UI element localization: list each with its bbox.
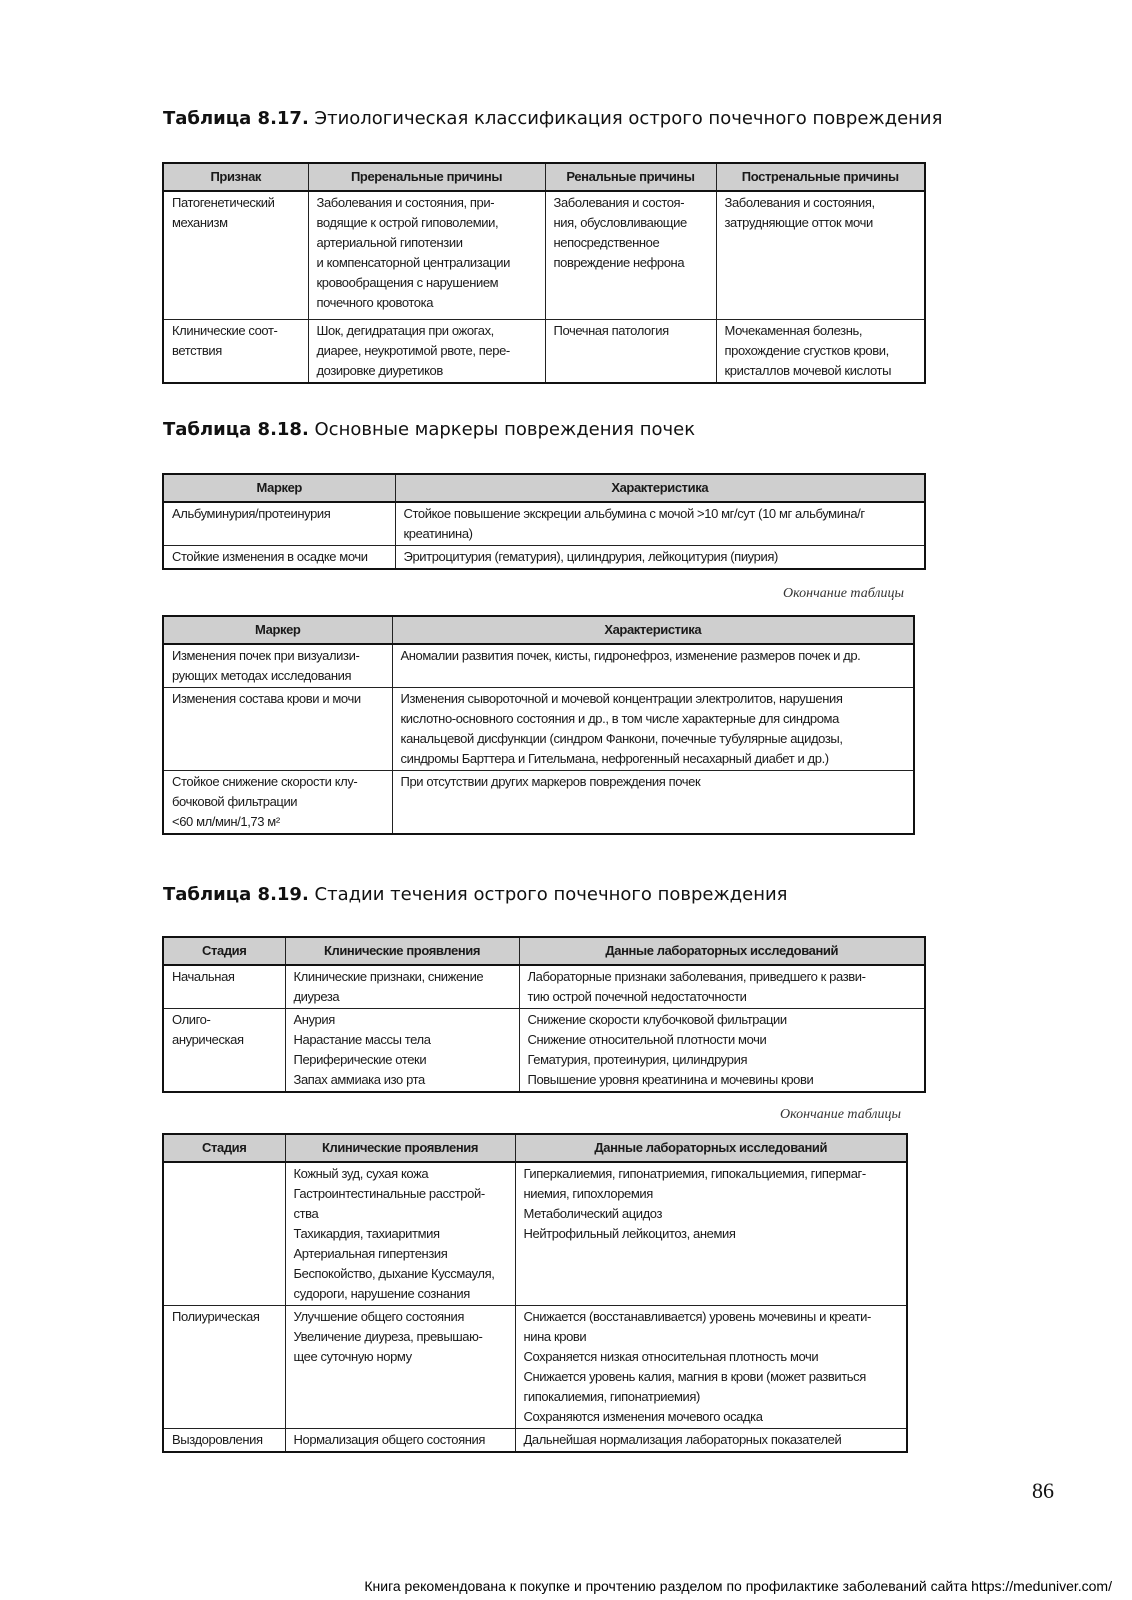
table-row xyxy=(163,1009,925,1093)
table-row xyxy=(163,502,925,546)
table-header-row xyxy=(163,1134,907,1162)
table-cell: Клинические соот- ветствия xyxy=(163,319,308,383)
header-cell: Клинические проявления xyxy=(285,1134,515,1162)
footer-text: Книга рекомендована к покупке и прочтению разделом по профилактике заболеваний сайта https://meduniver.com/ xyxy=(364,1578,1112,1594)
table-row xyxy=(163,319,925,383)
header-cell: Характеристика xyxy=(395,474,925,502)
header-cell: Постренальные причины xyxy=(716,163,925,191)
table-row xyxy=(163,771,914,835)
header-cell: Маркер xyxy=(163,616,392,644)
table-cell: Улучшение общего состояния Увеличение диуреза, превышаю- щее суточную норму xyxy=(285,1306,515,1429)
page-number: 86 xyxy=(1032,1478,1054,1503)
continuation-note: Окончание таблицы xyxy=(780,1107,901,1122)
header-cell: Маркер xyxy=(163,474,395,502)
header-cell: Характеристика xyxy=(392,616,914,644)
table-row xyxy=(163,965,925,1009)
table-cell xyxy=(163,1162,285,1306)
table-8-18-continuation xyxy=(162,615,915,835)
table-cell: Снижение скорости клубочковой фильтрации Снижение относительной плотности мочи Гематурия, протеинурия, цилиндрурия Повышение уровня креатинина и мочевины крови xyxy=(519,1009,925,1093)
caption-table-8-18 xyxy=(163,419,695,440)
table-row xyxy=(163,191,925,319)
table-cell: Изменения сывороточной и мочевой концентрации электролитов, нарушения кислотно-основного состояния и др., в том числе характерные для синдрома канальцевой дисфункции (синдром Фанкони, почечные тубулярные ацидозы, синдромы Барттера и Гительмана, нефрогенный несахарный диабет и др.) xyxy=(392,688,914,771)
table-row xyxy=(163,1162,907,1306)
caption-text: Этиологическая классификация острого почечного повреждения xyxy=(308,108,943,129)
caption-text: Основные маркеры повреждения почек xyxy=(308,419,696,440)
table-8-19 xyxy=(162,936,926,1093)
table-cell: Изменения почек при визуализи- рующих методах исследования xyxy=(163,644,392,688)
table-cell: Заболевания и состояния, при- водящие к острой гиповолемии, артериальной гипотензии и компенсаторной централизации кровообращения с нарушением почечного кровотока xyxy=(308,191,545,319)
table-cell: Олиго- анурическая xyxy=(163,1009,285,1093)
header-cell: Стадия xyxy=(163,937,285,965)
table-cell: Заболевания и состояния, затрудняющие отток мочи xyxy=(716,191,925,319)
table-row xyxy=(163,1306,907,1429)
caption-number: Таблица 8.17. xyxy=(163,108,309,129)
header-cell: Признак xyxy=(163,163,308,191)
table-cell: Начальная xyxy=(163,965,285,1009)
table-row xyxy=(163,1429,907,1453)
caption-number: Таблица 8.18. xyxy=(163,419,309,440)
table-cell: Изменения состава крови и мочи xyxy=(163,688,392,771)
table-cell: Нормализация общего состояния xyxy=(285,1429,515,1453)
table-cell: Эритроцитурия (гематурия), цилиндрурия, лейкоцитурия (пиурия) xyxy=(395,546,925,570)
table-header-row xyxy=(163,474,925,502)
continuation-note: Окончание таблицы xyxy=(783,586,904,601)
table-cell: Клинические признаки, снижение диуреза xyxy=(285,965,519,1009)
table-cell: Шок, дегидратация при ожогах, диарее, неукротимой рвоте, пере- дозировке диуретиков xyxy=(308,319,545,383)
table-cell: Полиурическая xyxy=(163,1306,285,1429)
table-cell: Кожный зуд, сухая кожа Гастроинтестинальные расстрой- ства Тахикардия, тахиаритмия Артериальная гипертензия Беспокойство, дыхание Куссмауля, судороги, нарушение сознания xyxy=(285,1162,515,1306)
table-cell: Патогенетический механизм xyxy=(163,191,308,319)
table-cell: Лабораторные признаки заболевания, приведшего к разви- тию острой почечной недостаточности xyxy=(519,965,925,1009)
caption-table-8-19 xyxy=(163,884,788,905)
table-cell: Выздоровления xyxy=(163,1429,285,1453)
header-cell: Стадия xyxy=(163,1134,285,1162)
header-cell: Данные лабораторных исследований xyxy=(515,1134,907,1162)
header-cell: Клинические проявления xyxy=(285,937,519,965)
caption-number: Таблица 8.19. xyxy=(163,884,309,905)
table-cell: Заболевания и состоя- ния, обусловливающие непосредственное повреждение нефрона xyxy=(545,191,716,319)
table-8-18 xyxy=(162,473,926,570)
table-cell: Альбуминурия/протеинурия xyxy=(163,502,395,546)
table-row xyxy=(163,546,925,570)
table-header-row xyxy=(163,616,914,644)
table-cell: Почечная патология xyxy=(545,319,716,383)
table-cell: Дальнейшая нормализация лабораторных показателей xyxy=(515,1429,907,1453)
table-cell: Снижается (восстанавливается) уровень мочевины и креати- нина крови Сохраняется низкая относительная плотность мочи Снижается уровень калия, магния в крови (может развиться гипокалиемия, гипонатриемия) Сохраняются изменения мочевого осадка xyxy=(515,1306,907,1429)
table-cell: Гиперкалиемия, гипонатриемия, гипокальциемия, гипермаг- ниемия, гипохлоремия Метаболический ацидоз Нейтрофильный лейкоцитоз, анемия xyxy=(515,1162,907,1306)
table-cell: Стойкие изменения в осадке мочи xyxy=(163,546,395,570)
table-cell: Стойкое повышение экскреции альбумина с мочой >10 мг/сут (10 мг альбумина/г креатинина) xyxy=(395,502,925,546)
table-cell: Анурия Нарастание массы тела Периферические отеки Запах аммиака изо рта xyxy=(285,1009,519,1093)
table-header-row xyxy=(163,163,925,191)
table-row xyxy=(163,644,914,688)
table-8-19-continuation xyxy=(162,1133,908,1453)
caption-table-8-17 xyxy=(163,108,942,129)
table-header-row xyxy=(163,937,925,965)
header-cell: Ренальные причины xyxy=(545,163,716,191)
header-cell: Преренальные причины xyxy=(308,163,545,191)
table-cell: Аномалии развития почек, кисты, гидронефроз, изменение размеров почек и др. xyxy=(392,644,914,688)
table-cell: Мочекаменная болезнь, прохождение сгустков крови, кристаллов мочевой кислоты xyxy=(716,319,925,383)
header-cell: Данные лабораторных исследований xyxy=(519,937,925,965)
caption-text: Стадии течения острого почечного повреждения xyxy=(308,884,788,905)
table-cell: Стойкое снижение скорости клу- бочковой фильтрации <60 мл/мин/1,73 м² xyxy=(163,771,392,835)
table-cell: При отсутствии других маркеров повреждения почек xyxy=(392,771,914,835)
table-row xyxy=(163,688,914,771)
table-8-17 xyxy=(162,162,926,384)
